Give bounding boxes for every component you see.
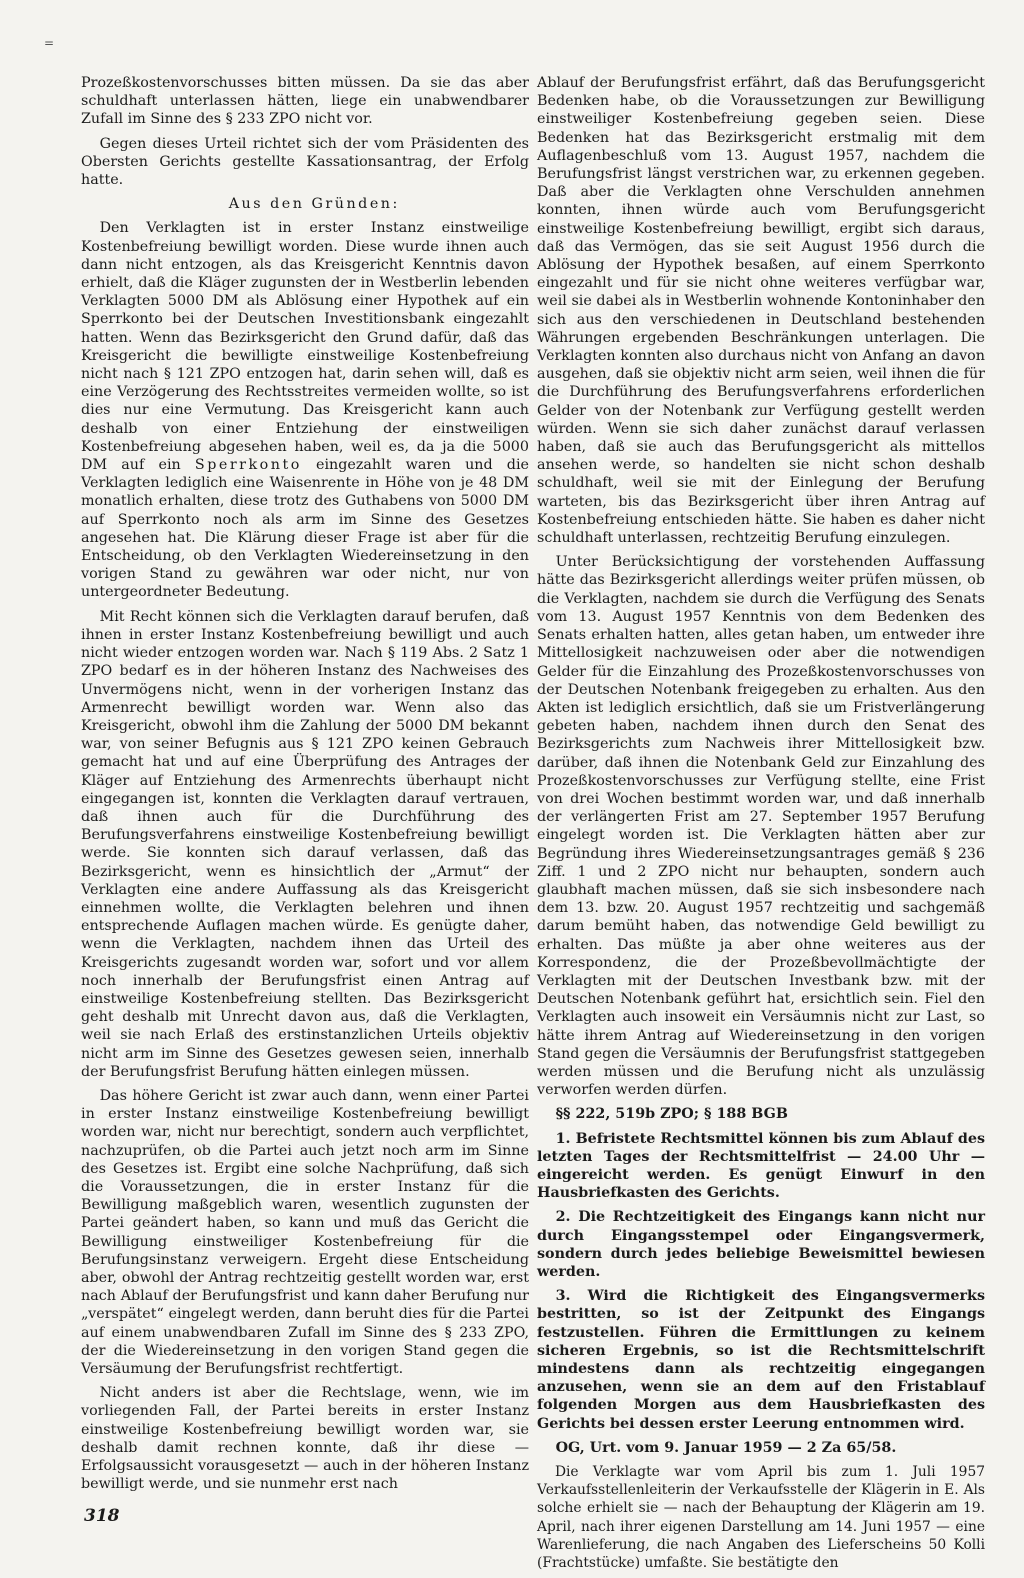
paragraph: Nicht anders ist aber die Rechtslage, wenn, wie im vorliegenden Fall, der Partei bereits in erster Instanz einstweilige Kostenbefreiung bewilligt worden war, sie deshalb damit rechnen konnte, daß ihr diese — Erfolgsaussicht vorausgesetzt — auch in der höheren Instanz bewilligt werde, und sie nunmehr erst nach xyxy=(81,1385,529,1493)
paragraph xyxy=(81,219,529,601)
headnote: 1. Befristete Rechtsmittel können bis zum Ablauf des letzten Tages der Rechtsmittelfrist — 24.00 Uhr — eingereicht werden. Es genügt Einwurf in den Hausbriefkasten des Gerichts. xyxy=(537,1130,985,1202)
paragraph: Mit Recht können sich die Verklagten darauf berufen, daß ihnen in erster Instanz Kostenbefreiung bewilligt und auch nicht wieder entzogen worden war. Nach § 119 Abs. 2 Satz 1 ZPO bedarf es in der höheren Instanz des Nachweises des Unvermögens nicht, wenn in der vorherigen Instanz das Armenrecht bewilligt worden war. Wenn also das Kreisgericht, obwohl ihm die Zahlung der 5000 DM bekannt war, von seiner Befugnis aus § 121 ZPO keinen Gebrauch gemacht hat und auf eine Überprüfung des Antrages der Kläger auf Entziehung des Armenrechts überhaupt nicht eingegangen ist, konnten die Verklagten darauf vertrauen, daß ihnen auch für die Durchführung des Berufungsverfahrens einstweilige Kostenbefreiung bewilligt werde. Sie konnten sich darauf verlassen, daß das Bezirksgericht, wenn es hinsichtlich der „Armut“ der Verklagten eine andere Auffassung als das Kreisgericht einnehmen wollte, die Verklagten belehren und ihnen entsprechende Auflagen machen würde. Es genügte daher, wenn die Verklagten, nachdem ihnen das Urteil des Kreisgerichts zugesandt worden war, sofort und vor allem noch innerhalb der Berufungsfrist einen Antrag auf einstweilige Kostenbefreiung stellten. Das Bezirksgericht geht deshalb mit Unrecht davon aus, daß die Verklagten, weil sie nach Erlaß des erstinstanzlichen Urteils objektiv nicht arm im Sinne des Gesetzes gewesen seien, innerhalb der Berufungsfrist Berufung hätten einlegen müssen. xyxy=(81,608,529,1080)
paragraph-text: Den Verklagten ist in erster Instanz einstweilige Kostenbefreiung bewilligt worden. Diese wurde ihnen auch dann nicht entzogen, als das Kreisgericht Kenntnis davon erhielt, daß die Kläger zugunsten der in Westberlin lebenden Verklagten 5000 DM als Ablösung einer Hypothek auf ein Sperrkonto bei der Deutschen Investitionsbank eingezahlt hatten. Wenn das Bezirksgericht den Grund dafür, daß das Kreisgericht die bewilligte einstweilige Kostenbefreiung nicht nach § 121 ZPO entzogen hat, darin sehen will, daß es eine Verzögerung des Rechtsstreites vermeiden wollte, so ist dies nur eine Vermutung. Das Kreisgericht kann auch deshalb von einer Entziehung der einstweiligen Kostenbefreiung abgesehen haben, weil es, da ja die 5000 DM auf ein xyxy=(81,220,529,474)
paragraph: Prozeßkostenvorschusses bitten müssen. Da sie das aber schuldhaft unterlassen hätten, liege ein unabwendbarer Zufall im Sinne des § 233 ZPO nicht vor. xyxy=(81,75,529,128)
right-column xyxy=(537,74,985,1578)
section-heading: Aus den Gründen: xyxy=(228,196,400,213)
paragraph: Die Verklagte war vom April bis zum 1. Juli 1957 Verkaufsstellenleiterin der Verkaufsstelle der Klägerin in E. Als solche erhielt sie — nach der Behauptung der Klägerin am 19. April, nach ihrer eigenen Darstellung am 14. Juni 1957 — eine Warenlieferung, die nach Angaben des Lieferscheins 50 Kolli (Frachtstücke) umfaßte. Sie bestätigte den xyxy=(537,1464,985,1572)
spaced-term: Sperrkonto xyxy=(194,457,302,474)
court-citation: OG, Urt. vom 9. Januar 1959 — 2 Za 65/58. xyxy=(555,1439,897,1456)
headnote: 3. Wird die Richtigkeit des Eingangsvermerks bestritten, so ist der Zeitpunkt des Eingangs festzustellen. Führen die Ermittlungen zu keinem sicheren Ergebnis, so ist die Rechtsmittelschrift mindestens dann als rechtzeitig eingegangen anzusehen, wenn sie an dem auf den Fristablauf folgenden Morgen aus dem Hausbriefkasten des Gerichts bei dessen erster Leerung entnommen wird. xyxy=(537,1288,985,1432)
paragraph: Das höhere Gericht ist zwar auch dann, wenn einer Partei in erster Instanz einstweilige Kostenbefreiung bewilligt worden war, nicht nur berechtigt, sondern auch verpflichtet, nachzuprüfen, ob die Partei auch jetzt noch arm im Sinne des Gesetzes ist. Ergibt eine solche Nachprüfung, daß sich die Voraussetzungen, die in erster Instanz für die Bewilligung maßgeblich waren, wesentlich zugunsten der Partei geändert haben, so kann und muß das Gericht die Bewilligung einstweiliger Kostenbefreiung für die Berufungsinstanz verweigern. Ergeht diese Entscheidung aber, obwohl der Antrag rechtzeitig gestellt worden war, erst nach Ablauf der Berufungsfrist und kann daher Berufung nur „verspätet“ eingelegt werden, dann beruht dies für die Partei auf einem unabwendbaren Zufall im Sinne des § 233 ZPO, der die Wiedereinsetzung in den vorigen Stand gegen die Versäumung der Berufungsfrist rechtfertigt. xyxy=(81,1087,529,1378)
left-column xyxy=(81,74,529,1499)
paragraph: Unter Berücksichtigung der vorstehenden Auffassung hätte das Bezirksgericht allerdings weiter prüfen müssen, ob die Verklagten, nachdem sie durch die Verfügung des Senats vom 13. August 1957 Kenntnis von dem Bedenken des Senats erhalten hatten, alles getan haben, um entweder ihre Mittellosigkeit nachzuweisen oder aber die notwendigen Gelder für die Einzahlung des Prozeßkostenvorschusses von der Deutschen Notenbank freigegeben zu erhalten. Aus den Akten ist lediglich ersichtlich, daß sie um Fristverlängerung gebeten haben, nachdem ihnen durch den Senat des Bezirksgerichts zum Nachweis ihrer Mittellosigkeit bzw. darüber, daß ihnen die Notenbank Geld zur Einzahlung des Prozeßkostenvorschusses zur Verfügung stellte, eine Frist von drei Wochen bestimmt worden war, und daß innerhalb der verlängerten Frist am 27. September 1957 Berufung eingelegt worden ist. Die Verklagten hätten aber zur Begründung ihres Wiedereinsetzungsantrages gemäß § 236 Ziff. 1 und 2 ZPO nicht nur behaupten, sondern auch glaubhaft machen müssen, daß sie sich insbesondere nach dem 13. bzw. 20. August 1957 rechtzeitig und sachgemäß darum bemüht haben, das notwendige Geld bewilligt zu erhalten. Das müßte ja aber ohne weiteres aus der Korrespondenz, die der Prozeßbevollmächtigte der Verklagten mit der Deutschen Investbank bzw. mit der Deutschen Notenbank geführt hat, ersichtlich sein. Fiel den Verklagten auch insoweit ein Versäumnis nicht zur Last, so hätte ihrem Antrag auf Wiedereinsetzung in den vorigen Stand gegen die Versäumnis der Berufungsfrist stattgegeben werden müssen und die Berufung nicht als unzulässig verworfen werden dürfen. xyxy=(537,554,985,1099)
page-number: 318 xyxy=(84,1506,120,1526)
headnote: 2. Die Rechtzeitigkeit des Eingangs kann nicht nur durch Eingangsstempel oder Eingangsvermerk, sondern durch jedes beliebige Beweismittel bewiesen werden. xyxy=(537,1209,985,1280)
paragraph: Ablauf der Berufungsfrist erfährt, daß das Berufungsgericht Bedenken habe, ob die Voraussetzungen zur Bewilligung einstweiliger Kostenbefreiung gegeben seien. Diese Bedenken hat das Bezirksgericht erstmalig mit dem Auflagenbeschluß vom 13. August 1957, nachdem die Berufungsfrist längst verstrichen war, zu erkennen gegeben. Daß aber die Verklagten ohne Verschulden annehmen konnten, ihnen würde auch vom Berufungsgericht einstweilige Kostenbefreiung bewilligt, ergibt sich daraus, daß das Vermögen, das sie seit August 1956 durch die Ablösung der Hypothek besaßen, auf einem Sperrkonto eingezahlt und für sie nicht ohne weiteres verfügbar war, weil sie dabei als in Westberlin wohnende Kontoninhaber den sich aus den verschiedenen in Deutschland bestehenden Währungen ergebenden Beschränkungen unterlagen. Die Verklagten konnten also durchaus nicht von Anfang an davon ausgehen, daß sie objektiv nicht arm seien, weil ihnen die für die Durchführung des Berufungsverfahrens erforderlichen Gelder von der Notenbank zur Verfügung gestellt werden würden. Wenn sie sich daher zunächst darauf verlassen haben, daß sie auch das Berufungsgericht als mittellos ansehen werde, so handelten sie nicht schon deshalb schuldhaft, weil sie mit der Einlegung der Berufung warteten, bis das Bezirksgericht über ihren Antrag auf Kostenbefreiung entschieden hätte. Sie haben es daher nicht schuldhaft unterlassen, rechtzeitig Berufung einzulegen. xyxy=(537,75,985,547)
paragraph-text: eingezahlt waren und die Verklagten lediglich eine Waisenrente in Höhe von je 48 DM monatlich erhalten, diese trotz des Guthabens von 5000 DM auf Sperrkonto noch als arm im Sinne des Gesetzes angesehen hat. Die Klärung dieser Frage ist aber für die Entscheidung, ob den Verklagten Wiedereinsetzung in den vorigen Stand zu gewähren war oder nicht, nur von untergeordneter Bedeutung. xyxy=(81,457,529,601)
paragraph: Gegen dieses Urteil richtet sich der vom Präsidenten des Obersten Gerichts gestellte Kassationsantrag, der Erfolg hatte. xyxy=(81,135,529,189)
statute-reference: §§ 222, 519b ZPO; § 188 BGB xyxy=(555,1106,788,1123)
scan-mark: = xyxy=(44,36,55,50)
